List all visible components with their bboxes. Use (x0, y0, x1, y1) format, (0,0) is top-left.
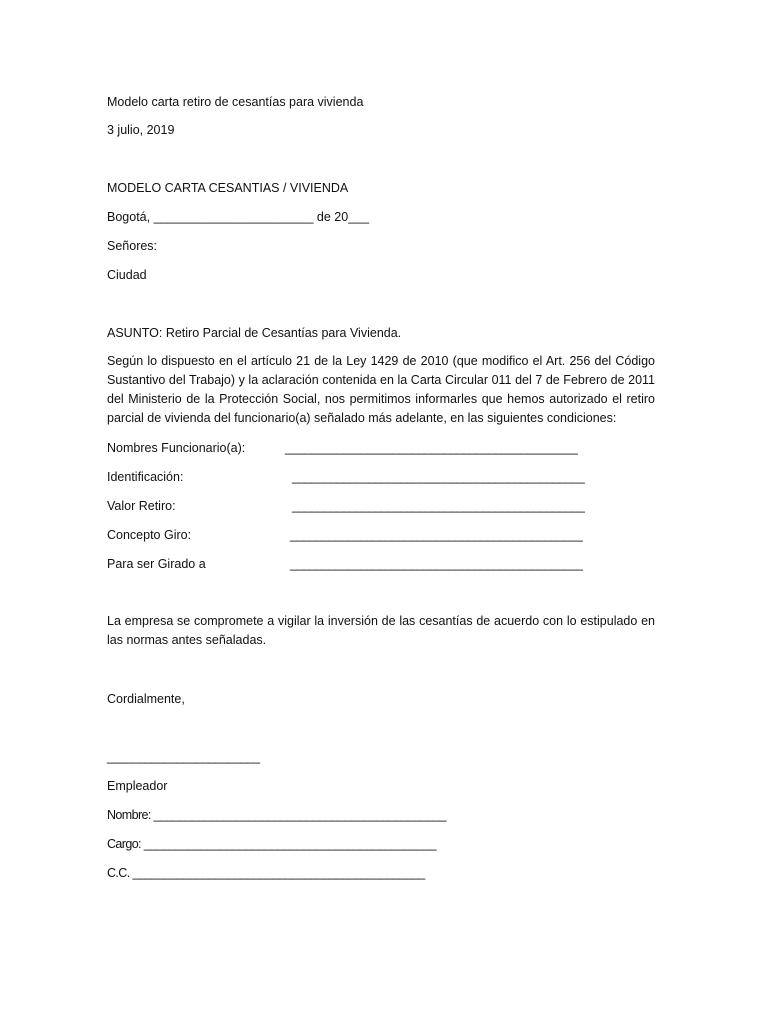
field-line-concepto-giro: ______________________________________________ (290, 528, 583, 542)
city-line: Ciudad (107, 268, 147, 282)
document-heading: Modelo carta retiro de cesantías para vivienda (107, 95, 364, 109)
field-label-nombres: Nombres Funcionario(a): (107, 441, 246, 455)
subject-text: Retiro Parcial de Cesantías para Vivienda. (165, 326, 402, 340)
field-label-identificacion: Identificación: (107, 470, 184, 484)
signer-role: Empleador (107, 779, 168, 793)
field-label-valor-retiro: Valor Retiro: (107, 499, 176, 513)
letter-title: MODELO CARTA CESANTIAS / VIVIENDA (107, 181, 349, 195)
position-line: Cargo: ______________________________________________ (107, 837, 436, 851)
body-paragraph: Según lo dispuesto en el artículo 21 de la Ley 1429 de 2010 (que modifico el Art. 256 del Código Sustantivo del Trabajo) y la aclaración contenida en la Carta Circular 011 del 7 de Febrero de 2011 del Ministerio de la Protección Social, nos permitimos informarles que hemos autorizado el retiro parcial de vivienda del funcionario(a) señalado más adelante, en las siguientes condiciones: (107, 354, 655, 425)
place-date-line: Bogotá, _______________________ de 20___ (107, 210, 370, 224)
closing: Cordialmente, (107, 692, 185, 706)
commitment-paragraph: La empresa se compromete a vigilar la inversión de las cesantías de acuerdo con lo estipulado en las normas antes señaladas. (107, 614, 655, 647)
subject-line (107, 325, 401, 341)
subject-label: ASUNTO: (107, 326, 163, 340)
id-line: C.C. ______________________________________________ (107, 866, 425, 880)
salutation: Señores: (107, 239, 158, 253)
field-line-valor-retiro: ______________________________________________ (292, 499, 585, 513)
signature-line: ________________________ (107, 750, 260, 764)
name-line: Nombre: ______________________________________________ (107, 808, 446, 822)
document-date: 3 julio, 2019 (107, 123, 175, 137)
field-line-identificacion: ______________________________________________ (292, 470, 585, 484)
field-label-girado-a: Para ser Girado a (107, 557, 206, 571)
field-label-concepto-giro: Concepto Giro: (107, 528, 192, 542)
field-line-nombres: ______________________________________________ (285, 441, 578, 455)
field-line-girado-a: ______________________________________________ (290, 557, 583, 571)
